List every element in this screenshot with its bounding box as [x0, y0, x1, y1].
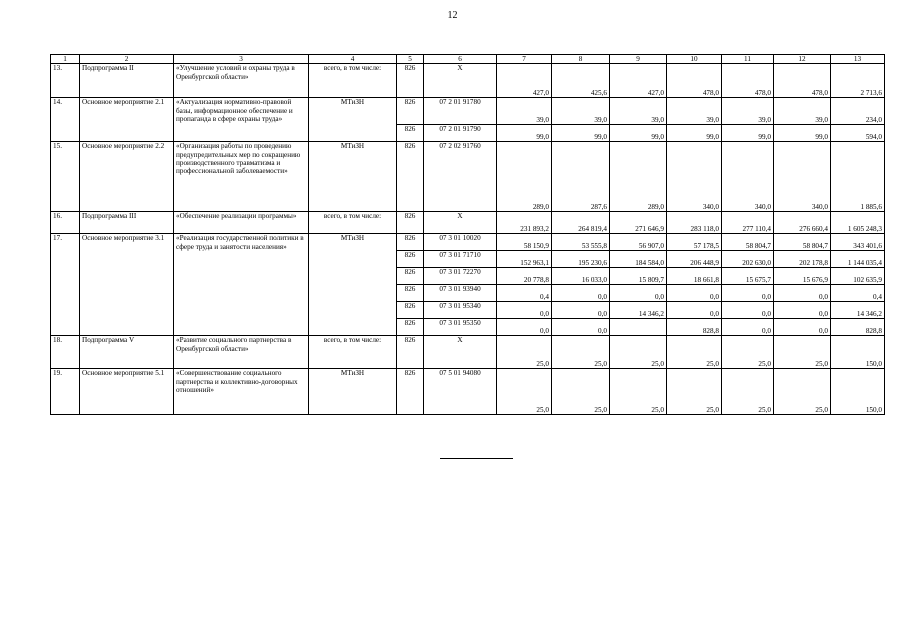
item-name: Подпрограмма II — [80, 64, 174, 98]
value-cell: 39,0 — [667, 98, 722, 125]
value-cell: 0,0 — [774, 285, 831, 302]
row-number: 13. — [51, 64, 80, 98]
col-header: 12 — [774, 55, 831, 64]
value-cell: 25,0 — [774, 336, 831, 369]
grbs-code: 826 — [397, 268, 424, 285]
value-cell: 15 809,7 — [610, 268, 667, 285]
value-cell: 99,0 — [774, 125, 831, 142]
value-cell — [610, 319, 667, 336]
value-cell: 58 804,7 — [722, 234, 774, 251]
value-cell: 0,0 — [774, 319, 831, 336]
value-cell: 39,0 — [722, 98, 774, 125]
program-table — [50, 54, 885, 415]
item-description: «Развитие социального партнерства в Оренбургской области» — [174, 336, 309, 369]
value-cell: 340,0 — [667, 142, 722, 212]
value-cell: 276 660,4 — [774, 212, 831, 234]
value-cell: 25,0 — [667, 369, 722, 415]
executor: МТиЗН — [309, 369, 397, 415]
row-number: 17. — [51, 234, 80, 336]
value-cell: 478,0 — [722, 64, 774, 98]
executor: МТиЗН — [309, 98, 397, 142]
value-cell: 1 885,6 — [831, 142, 885, 212]
value-cell: 99,0 — [667, 125, 722, 142]
col-header: 1 — [51, 55, 80, 64]
value-cell: 56 907,0 — [610, 234, 667, 251]
value-cell: 99,0 — [722, 125, 774, 142]
value-cell: 25,0 — [497, 336, 552, 369]
item-description: «Обеспечение реализации программы» — [174, 212, 309, 234]
executor: всего, в том числе: — [309, 336, 397, 369]
item-name: Основное мероприятие 3.1 — [80, 234, 174, 336]
value-cell: 2 713,6 — [831, 64, 885, 98]
row-number: 14. — [51, 98, 80, 142]
value-cell: 25,0 — [610, 336, 667, 369]
value-cell: 58 150,9 — [497, 234, 552, 251]
item-name: Подпрограмма III — [80, 212, 174, 234]
budget-code: 07 3 01 93940 — [424, 285, 497, 302]
value-cell: 195 230,6 — [552, 251, 610, 268]
item-name: Основное мероприятие 5.1 — [80, 369, 174, 415]
value-cell: 594,0 — [831, 125, 885, 142]
value-cell: 25,0 — [552, 336, 610, 369]
budget-code: 07 3 01 10020 — [424, 234, 497, 251]
value-cell: 99,0 — [552, 125, 610, 142]
value-cell: 277 110,4 — [722, 212, 774, 234]
grbs-code: 826 — [397, 369, 424, 415]
value-cell: 15 675,7 — [722, 268, 774, 285]
grbs-code: 826 — [397, 98, 424, 125]
executor: МТиЗН — [309, 234, 397, 336]
table-row — [51, 234, 885, 251]
grbs-code: 826 — [397, 319, 424, 336]
value-cell: 0,4 — [497, 285, 552, 302]
value-cell: 427,0 — [497, 64, 552, 98]
budget-code: 07 3 01 95350 — [424, 319, 497, 336]
executor: всего, в том числе: — [309, 64, 397, 98]
value-cell: 289,0 — [497, 142, 552, 212]
grbs-code: 826 — [397, 212, 424, 234]
value-cell: 0,0 — [497, 302, 552, 319]
item-name: Подпрограмма V — [80, 336, 174, 369]
item-description: «Актуализация нормативно-правовой базы, информационное обеспечение и пропаганда в сфере охраны труда» — [174, 98, 309, 142]
value-cell: 271 646,9 — [610, 212, 667, 234]
value-cell: 0,0 — [552, 302, 610, 319]
value-cell: 427,0 — [610, 64, 667, 98]
executor: МТиЗН — [309, 142, 397, 212]
value-cell: 102 635,9 — [831, 268, 885, 285]
value-cell: 0,0 — [610, 285, 667, 302]
value-cell: 340,0 — [774, 142, 831, 212]
grbs-code: 826 — [397, 302, 424, 319]
col-header: 13 — [831, 55, 885, 64]
value-cell: 25,0 — [610, 369, 667, 415]
table-row — [51, 336, 885, 369]
value-cell: 202 178,8 — [774, 251, 831, 268]
item-name: Основное мероприятие 2.1 — [80, 98, 174, 142]
value-cell: 25,0 — [774, 369, 831, 415]
grbs-code: 826 — [397, 336, 424, 369]
end-separator-line — [440, 458, 513, 459]
page-number: 12 — [447, 10, 458, 21]
value-cell: 425,6 — [552, 64, 610, 98]
budget-code: Х — [424, 212, 497, 234]
item-name: Основное мероприятие 2.2 — [80, 142, 174, 212]
value-cell: 283 118,0 — [667, 212, 722, 234]
value-cell: 289,0 — [610, 142, 667, 212]
budget-code: 07 3 01 71710 — [424, 251, 497, 268]
value-cell: 15 676,9 — [774, 268, 831, 285]
value-cell: 0,0 — [722, 285, 774, 302]
row-number: 15. — [51, 142, 80, 212]
col-header: 10 — [667, 55, 722, 64]
value-cell: 39,0 — [610, 98, 667, 125]
value-cell: 18 661,8 — [667, 268, 722, 285]
value-cell: 828,8 — [831, 319, 885, 336]
value-cell: 231 893,2 — [497, 212, 552, 234]
item-description: «Совершенствование социального партнерства и коллективно-договорных отношений» — [174, 369, 309, 415]
value-cell: 14 346,2 — [831, 302, 885, 319]
value-cell: 206 448,9 — [667, 251, 722, 268]
value-cell: 0,0 — [497, 319, 552, 336]
grbs-code: 826 — [397, 125, 424, 142]
value-cell: 20 778,8 — [497, 268, 552, 285]
col-header: 6 — [424, 55, 497, 64]
budget-code: 07 3 01 95340 — [424, 302, 497, 319]
budget-code: 07 5 01 94080 — [424, 369, 497, 415]
budget-code: 07 3 01 72270 — [424, 268, 497, 285]
value-cell: 58 804,7 — [774, 234, 831, 251]
value-cell: 287,6 — [552, 142, 610, 212]
value-cell: 478,0 — [774, 64, 831, 98]
col-header: 8 — [552, 55, 610, 64]
col-header: 7 — [497, 55, 552, 64]
value-cell: 264 819,4 — [552, 212, 610, 234]
value-cell: 16 033,0 — [552, 268, 610, 285]
table-row — [51, 369, 885, 415]
value-cell: 99,0 — [610, 125, 667, 142]
value-cell: 25,0 — [667, 336, 722, 369]
value-cell: 0,0 — [722, 302, 774, 319]
value-cell: 0,0 — [667, 302, 722, 319]
value-cell: 99,0 — [497, 125, 552, 142]
grbs-code: 826 — [397, 142, 424, 212]
budget-code: 07 2 01 91790 — [424, 125, 497, 142]
column-number-row — [51, 55, 885, 64]
value-cell: 202 630,0 — [722, 251, 774, 268]
grbs-code: 826 — [397, 251, 424, 268]
budget-code: Х — [424, 64, 497, 98]
row-number: 16. — [51, 212, 80, 234]
value-cell: 39,0 — [552, 98, 610, 125]
col-header: 2 — [80, 55, 174, 64]
value-cell: 25,0 — [552, 369, 610, 415]
value-cell: 0,4 — [831, 285, 885, 302]
value-cell: 0,0 — [722, 319, 774, 336]
value-cell: 1 144 035,4 — [831, 251, 885, 268]
grbs-code: 826 — [397, 234, 424, 251]
value-cell: 478,0 — [667, 64, 722, 98]
value-cell: 25,0 — [722, 336, 774, 369]
col-header: 9 — [610, 55, 667, 64]
value-cell: 14 346,2 — [610, 302, 667, 319]
value-cell: 152 963,1 — [497, 251, 552, 268]
table-row — [51, 142, 885, 212]
item-description: «Улучшение условий и охраны труда в Оренбургской области» — [174, 64, 309, 98]
value-cell: 0,0 — [667, 285, 722, 302]
budget-code: 07 2 01 91780 — [424, 98, 497, 125]
value-cell: 39,0 — [497, 98, 552, 125]
value-cell: 340,0 — [722, 142, 774, 212]
value-cell: 150,0 — [831, 336, 885, 369]
col-header: 4 — [309, 55, 397, 64]
value-cell: 39,0 — [774, 98, 831, 125]
value-cell: 1 605 248,3 — [831, 212, 885, 234]
col-header: 3 — [174, 55, 309, 64]
col-header: 11 — [722, 55, 774, 64]
row-number: 18. — [51, 336, 80, 369]
value-cell: 184 584,0 — [610, 251, 667, 268]
row-number: 19. — [51, 369, 80, 415]
value-cell: 0,0 — [552, 319, 610, 336]
value-cell: 234,0 — [831, 98, 885, 125]
table-row — [51, 98, 885, 125]
item-description: «Организация работы по проведению предупредительных мер по сокращению производственного травматизма и профессиональной заболеваемости» — [174, 142, 309, 212]
value-cell: 25,0 — [497, 369, 552, 415]
value-cell: 0,0 — [552, 285, 610, 302]
item-description: «Реализация государственной политики в сфере труда и занятости населения» — [174, 234, 309, 336]
value-cell: 828,8 — [667, 319, 722, 336]
value-cell: 25,0 — [722, 369, 774, 415]
grbs-code: 826 — [397, 64, 424, 98]
budget-code: Х — [424, 336, 497, 369]
col-header: 5 — [397, 55, 424, 64]
table-row — [51, 212, 885, 234]
value-cell: 53 555,8 — [552, 234, 610, 251]
grbs-code: 826 — [397, 285, 424, 302]
table-row — [51, 64, 885, 98]
budget-code: 07 2 02 91760 — [424, 142, 497, 212]
value-cell: 343 401,6 — [831, 234, 885, 251]
executor: всего, в том числе: — [309, 212, 397, 234]
value-cell: 57 178,5 — [667, 234, 722, 251]
value-cell: 150,0 — [831, 369, 885, 415]
value-cell: 0,0 — [774, 302, 831, 319]
